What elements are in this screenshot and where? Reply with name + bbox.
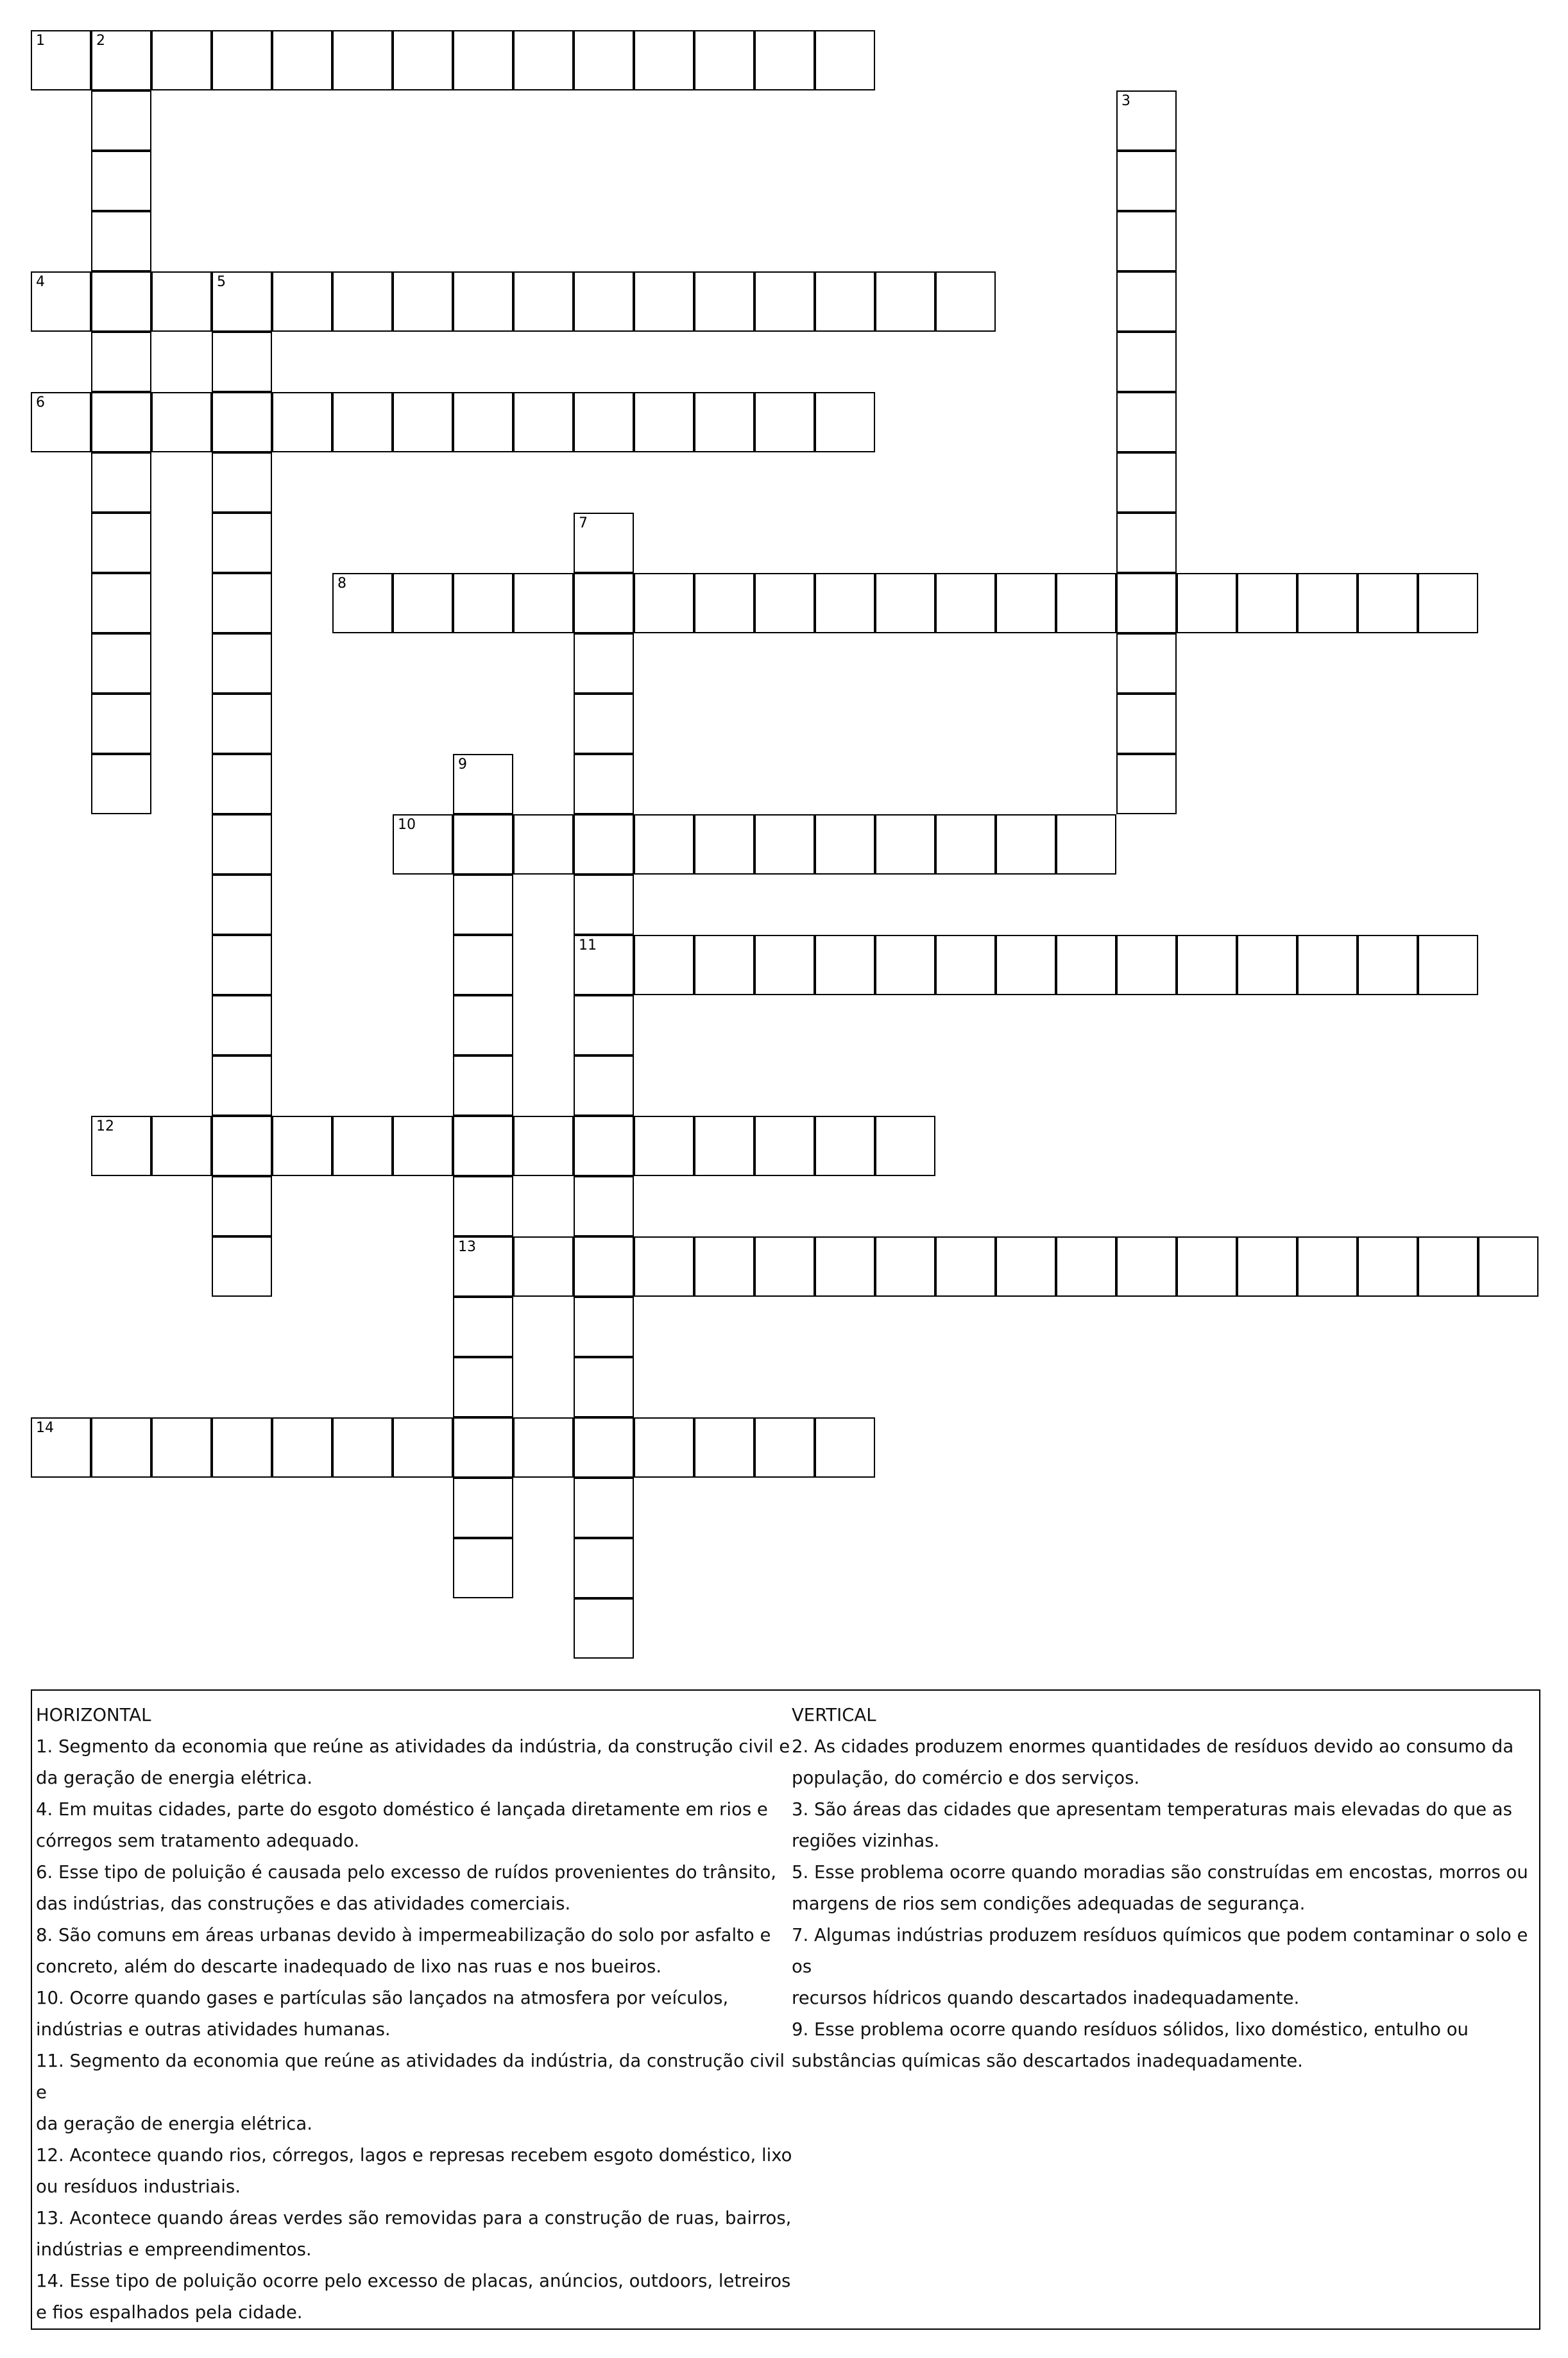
grid-cell[interactable] xyxy=(574,694,634,754)
grid-cell[interactable] xyxy=(1116,151,1177,211)
grid-cell[interactable] xyxy=(453,1055,513,1116)
grid-cell[interactable] xyxy=(91,271,151,332)
grid-cell[interactable] xyxy=(393,814,453,875)
grid-cell[interactable] xyxy=(151,392,212,452)
clue-line: população, do comércio e dos serviços. xyxy=(792,1768,1140,1788)
grid-cell[interactable] xyxy=(212,814,272,875)
clue-line: 11. Segmento da economia que reúne as atividades da indústria, da construção civil e xyxy=(36,2051,785,2103)
clue-line: 10. Ocorre quando gases e partículas são lançados na atmosfera por veículos, xyxy=(36,1988,729,2008)
grid-cell[interactable] xyxy=(212,573,272,633)
grid-cell[interactable] xyxy=(815,935,875,995)
grid-cell[interactable] xyxy=(996,814,1056,875)
clue-number: 12 xyxy=(96,1118,114,1134)
grid-cell[interactable] xyxy=(272,271,332,332)
grid-cell[interactable] xyxy=(212,1236,272,1297)
grid-cell[interactable] xyxy=(634,814,694,875)
grid-cell[interactable] xyxy=(1116,694,1177,754)
grid-cell[interactable] xyxy=(1358,935,1418,995)
grid-cell[interactable] xyxy=(754,1236,815,1297)
grid-cell[interactable] xyxy=(815,573,875,633)
grid-cell[interactable] xyxy=(212,935,272,995)
grid-cell[interactable] xyxy=(634,271,694,332)
grid-cell[interactable] xyxy=(513,573,574,633)
grid-cell[interactable] xyxy=(212,754,272,814)
clue-number: 10 xyxy=(398,817,416,833)
grid-cell[interactable] xyxy=(574,271,634,332)
grid-cell[interactable] xyxy=(1116,1236,1177,1297)
grid-cell[interactable] xyxy=(754,30,815,90)
grid-cell[interactable] xyxy=(332,573,393,633)
grid-cell[interactable] xyxy=(1116,332,1177,392)
grid-cell[interactable] xyxy=(212,633,272,694)
grid-cell[interactable] xyxy=(513,1417,574,1478)
grid-cell[interactable] xyxy=(332,271,393,332)
grid-cell[interactable] xyxy=(91,1417,151,1478)
grid-cell[interactable] xyxy=(634,935,694,995)
grid-cell[interactable] xyxy=(453,1176,513,1236)
grid-cell[interactable] xyxy=(31,30,91,90)
grid-cell[interactable] xyxy=(453,573,513,633)
grid-cell[interactable] xyxy=(453,1357,513,1417)
grid-cell[interactable] xyxy=(574,30,634,90)
grid-cell[interactable] xyxy=(393,392,453,452)
grid-cell[interactable] xyxy=(453,754,513,814)
grid-cell[interactable] xyxy=(393,30,453,90)
clue-number: 8 xyxy=(337,576,346,592)
grid-cell[interactable] xyxy=(574,754,634,814)
grid-cell[interactable] xyxy=(634,392,694,452)
grid-cell[interactable] xyxy=(574,392,634,452)
grid-cell[interactable] xyxy=(91,694,151,754)
grid-cell[interactable] xyxy=(634,573,694,633)
grid-cell[interactable] xyxy=(31,392,91,452)
grid-cell[interactable] xyxy=(212,513,272,573)
grid-cell[interactable] xyxy=(1177,1236,1237,1297)
grid-cell[interactable] xyxy=(1116,754,1177,814)
grid-cell[interactable] xyxy=(272,1417,332,1478)
grid-cell[interactable] xyxy=(91,151,151,211)
grid-cell[interactable] xyxy=(212,694,272,754)
grid-cell[interactable] xyxy=(453,392,513,452)
clue-line: 6. Esse tipo de poluição é causada pelo excesso de ruídos provenientes do trânsito, xyxy=(36,1862,777,1883)
grid-cell[interactable] xyxy=(393,1417,453,1478)
grid-cell[interactable] xyxy=(91,392,151,452)
grid-cell[interactable] xyxy=(694,573,754,633)
grid-cell[interactable] xyxy=(1116,935,1177,995)
grid-cell[interactable] xyxy=(1297,1236,1358,1297)
clue-line: regiões vizinhas. xyxy=(792,1831,940,1851)
grid-cell[interactable] xyxy=(574,1598,634,1659)
grid-cell[interactable] xyxy=(91,754,151,814)
grid-cell[interactable] xyxy=(453,814,513,875)
clue-number: 6 xyxy=(36,395,45,411)
grid-cell[interactable] xyxy=(453,1478,513,1538)
grid-cell[interactable] xyxy=(151,1116,212,1176)
grid-cell[interactable] xyxy=(1116,271,1177,332)
grid-cell[interactable] xyxy=(272,392,332,452)
grid-cell[interactable] xyxy=(212,392,272,452)
grid-cell[interactable] xyxy=(513,1116,574,1176)
grid-cell[interactable] xyxy=(574,513,634,573)
grid-cell[interactable] xyxy=(393,271,453,332)
clue-number: 5 xyxy=(217,274,226,290)
grid-cell[interactable] xyxy=(393,573,453,633)
grid-cell[interactable] xyxy=(91,513,151,573)
grid-cell[interactable] xyxy=(996,935,1056,995)
grid-cell[interactable] xyxy=(1056,814,1116,875)
grid-cell[interactable] xyxy=(694,935,754,995)
grid-cell[interactable] xyxy=(453,30,513,90)
grid-cell[interactable] xyxy=(935,1236,996,1297)
grid-cell[interactable] xyxy=(212,1417,272,1478)
grid-cell[interactable] xyxy=(31,1417,91,1478)
grid-cell[interactable] xyxy=(272,30,332,90)
grid-cell[interactable] xyxy=(1056,573,1116,633)
grid-cell[interactable] xyxy=(1177,573,1237,633)
grid-cell[interactable] xyxy=(1116,513,1177,573)
clue-line: 13. Acontece quando áreas verdes são removidas para a construção de ruas, bairros, xyxy=(36,2208,792,2228)
grid-cell[interactable] xyxy=(1418,1236,1478,1297)
clue-line: 2. As cidades produzem enormes quantidades de resíduos devido ao consumo da xyxy=(792,1736,1514,1757)
clue-line: recursos hídricos quando descartados inadequadamente. xyxy=(792,1988,1300,2008)
clue-line: 5. Esse problema ocorre quando moradias são construídas em encostas, morros ou xyxy=(792,1862,1528,1883)
grid-cell[interactable] xyxy=(212,1176,272,1236)
grid-cell[interactable] xyxy=(212,995,272,1055)
grid-cell[interactable] xyxy=(754,1116,815,1176)
grid-cell[interactable] xyxy=(513,814,574,875)
clue-number: 1 xyxy=(36,33,45,49)
clue-line: 3. São áreas das cidades que apresentam temperaturas mais elevadas do que as xyxy=(792,1799,1512,1820)
grid-cell[interactable] xyxy=(332,30,393,90)
grid-cell[interactable] xyxy=(574,935,634,995)
grid-cell[interactable] xyxy=(634,30,694,90)
grid-cell[interactable] xyxy=(453,935,513,995)
grid-cell[interactable] xyxy=(815,30,875,90)
grid-cell[interactable] xyxy=(453,1236,513,1297)
grid-cell[interactable] xyxy=(1418,935,1478,995)
grid-cell[interactable] xyxy=(393,1116,453,1176)
grid-cell[interactable] xyxy=(91,90,151,151)
grid-cell[interactable] xyxy=(754,1417,815,1478)
grid-cell[interactable] xyxy=(332,1116,393,1176)
grid-cell[interactable] xyxy=(574,1538,634,1598)
grid-cell[interactable] xyxy=(91,573,151,633)
grid-cell[interactable] xyxy=(694,392,754,452)
clue-line: ou resíduos industriais. xyxy=(36,2176,241,2197)
grid-cell[interactable] xyxy=(212,1055,272,1116)
clue-number: 11 xyxy=(579,937,597,953)
clues-box xyxy=(31,1689,1540,2330)
grid-cell[interactable] xyxy=(875,935,935,995)
grid-cell[interactable] xyxy=(694,814,754,875)
grid-cell[interactable] xyxy=(151,30,212,90)
clue-number: 14 xyxy=(36,1420,54,1436)
grid-cell[interactable] xyxy=(815,1417,875,1478)
grid-cell[interactable] xyxy=(875,1116,935,1176)
grid-cell[interactable] xyxy=(574,1357,634,1417)
grid-cell[interactable] xyxy=(574,1176,634,1236)
grid-cell[interactable] xyxy=(1237,573,1297,633)
grid-cell[interactable] xyxy=(1177,935,1237,995)
clue-line: 8. São comuns em áreas urbanas devido à impermeabilização do solo por asfalto e xyxy=(36,1925,771,1945)
grid-cell[interactable] xyxy=(574,995,634,1055)
grid-cell[interactable] xyxy=(212,30,272,90)
vertical-clues xyxy=(792,1700,1530,2077)
clue-line: substâncias químicas são descartados inadequadamente. xyxy=(792,2051,1303,2071)
grid-cell[interactable] xyxy=(1116,573,1177,633)
grid-cell[interactable] xyxy=(91,332,151,392)
clue-line: da geração de energia elétrica. xyxy=(36,1768,312,1788)
clue-line: margens de rios sem condições adequadas de segurança. xyxy=(792,1893,1306,1914)
grid-cell[interactable] xyxy=(453,271,513,332)
grid-cell[interactable] xyxy=(513,30,574,90)
grid-cell[interactable] xyxy=(935,935,996,995)
horizontal-clue-list xyxy=(36,1731,793,2328)
grid-cell[interactable] xyxy=(1116,452,1177,513)
clue-line: 4. Em muitas cidades, parte do esgoto doméstico é lançada diretamente em rios e xyxy=(36,1799,768,1820)
grid-cell[interactable] xyxy=(91,452,151,513)
grid-cell[interactable] xyxy=(754,814,815,875)
grid-cell[interactable] xyxy=(332,392,393,452)
clue-number: 9 xyxy=(458,756,467,773)
grid-cell[interactable] xyxy=(694,30,754,90)
grid-cell[interactable] xyxy=(694,271,754,332)
clue-line: da geração de energia elétrica. xyxy=(36,2114,312,2134)
grid-cell[interactable] xyxy=(1237,935,1297,995)
grid-cell[interactable] xyxy=(453,1297,513,1357)
grid-cell[interactable] xyxy=(875,573,935,633)
clue-line: concreto, além do descarte inadequado de lixo nas ruas e nos bueiros. xyxy=(36,1956,662,1977)
grid-cell[interactable] xyxy=(996,573,1056,633)
grid-cell[interactable] xyxy=(996,1236,1056,1297)
vertical-clue-list xyxy=(792,1731,1530,2077)
grid-cell[interactable] xyxy=(453,1417,513,1478)
grid-cell[interactable] xyxy=(1116,90,1177,151)
grid-cell[interactable] xyxy=(513,271,574,332)
grid-cell[interactable] xyxy=(574,1297,634,1357)
grid-cell[interactable] xyxy=(1478,1236,1538,1297)
grid-cell[interactable] xyxy=(574,814,634,875)
grid-cell[interactable] xyxy=(453,875,513,935)
clue-line: 12. Acontece quando rios, córregos, lagos e represas recebem esgoto doméstico, lixo xyxy=(36,2145,792,2166)
grid-cell[interactable] xyxy=(272,1116,332,1176)
grid-cell[interactable] xyxy=(513,1236,574,1297)
grid-cell[interactable] xyxy=(935,814,996,875)
grid-cell[interactable] xyxy=(574,1478,634,1538)
grid-cell[interactable] xyxy=(815,1116,875,1176)
clue-line: indústrias e empreendimentos. xyxy=(36,2239,312,2260)
grid-cell[interactable] xyxy=(1116,211,1177,271)
grid-cell[interactable] xyxy=(754,271,815,332)
clue-line: 14. Esse tipo de poluição ocorre pelo excesso de placas, anúncios, outdoors, letreiros xyxy=(36,2271,791,2291)
grid-cell[interactable] xyxy=(574,633,634,694)
grid-cell[interactable] xyxy=(574,573,634,633)
grid-cell[interactable] xyxy=(212,452,272,513)
grid-cell[interactable] xyxy=(1116,633,1177,694)
grid-cell[interactable] xyxy=(212,875,272,935)
grid-cell[interactable] xyxy=(815,271,875,332)
horizontal-clues xyxy=(36,1700,793,2328)
grid-cell[interactable] xyxy=(935,573,996,633)
horizontal-title: HORIZONTAL xyxy=(36,1705,151,1725)
grid-cell[interactable] xyxy=(1358,573,1418,633)
grid-cell[interactable] xyxy=(754,573,815,633)
grid-cell[interactable] xyxy=(453,995,513,1055)
clue-line: 9. Esse problema ocorre quando resíduos sólidos, lixo doméstico, entulho ou xyxy=(792,2019,1469,2040)
grid-cell[interactable] xyxy=(453,1116,513,1176)
grid-cell[interactable] xyxy=(875,814,935,875)
grid-cell[interactable] xyxy=(815,392,875,452)
grid-cell[interactable] xyxy=(91,1116,151,1176)
clue-line: 1. Segmento da economia que reúne as atividades da indústria, da construção civil e xyxy=(36,1736,790,1757)
grid-cell[interactable] xyxy=(91,211,151,271)
grid-cell[interactable] xyxy=(574,1116,634,1176)
grid-cell[interactable] xyxy=(694,1116,754,1176)
grid-cell[interactable] xyxy=(754,935,815,995)
clue-number: 2 xyxy=(96,33,105,49)
grid-cell[interactable] xyxy=(574,875,634,935)
grid-cell[interactable] xyxy=(574,1417,634,1478)
grid-cell[interactable] xyxy=(91,633,151,694)
grid-cell[interactable] xyxy=(1116,392,1177,452)
grid-cell[interactable] xyxy=(151,1417,212,1478)
clue-line: e fios espalhados pela cidade. xyxy=(36,2302,303,2323)
grid-cell[interactable] xyxy=(634,1116,694,1176)
clue-number: 13 xyxy=(458,1239,476,1255)
grid-cell[interactable] xyxy=(91,30,151,90)
grid-cell[interactable] xyxy=(31,271,91,332)
grid-cell[interactable] xyxy=(574,1055,634,1116)
grid-cell[interactable] xyxy=(1237,1236,1297,1297)
clue-line: indústrias e outras atividades humanas. xyxy=(36,2019,391,2040)
grid-cell[interactable] xyxy=(694,1236,754,1297)
grid-cell[interactable] xyxy=(212,1116,272,1176)
vertical-title: VERTICAL xyxy=(792,1705,876,1725)
grid-cell[interactable] xyxy=(212,271,272,332)
grid-cell[interactable] xyxy=(694,1417,754,1478)
clue-number: 3 xyxy=(1121,93,1130,109)
grid-cell[interactable] xyxy=(1056,1236,1116,1297)
grid-cell[interactable] xyxy=(634,1417,694,1478)
grid-cell[interactable] xyxy=(332,1417,393,1478)
grid-cell[interactable] xyxy=(815,1236,875,1297)
grid-cell[interactable] xyxy=(574,1236,634,1297)
grid-cell[interactable] xyxy=(212,332,272,392)
clue-number: 4 xyxy=(36,274,45,290)
grid-cell[interactable] xyxy=(935,271,996,332)
grid-cell[interactable] xyxy=(151,271,212,332)
grid-cell[interactable] xyxy=(875,271,935,332)
grid-cell[interactable] xyxy=(513,392,574,452)
clue-line: córregos sem tratamento adequado. xyxy=(36,1831,360,1851)
grid-cell[interactable] xyxy=(754,392,815,452)
grid-cell[interactable] xyxy=(1297,573,1358,633)
clue-line: das indústrias, das construções e das atividades comerciais. xyxy=(36,1893,571,1914)
grid-cell[interactable] xyxy=(634,1236,694,1297)
clue-number: 7 xyxy=(579,515,588,531)
grid-cell[interactable] xyxy=(1056,935,1116,995)
grid-cell[interactable] xyxy=(453,1538,513,1598)
grid-cell[interactable] xyxy=(815,814,875,875)
grid-cell[interactable] xyxy=(1358,1236,1418,1297)
grid-cell[interactable] xyxy=(1418,573,1478,633)
grid-cell[interactable] xyxy=(1297,935,1358,995)
clue-line: 7. Algumas indústrias produzem resíduos químicos que podem contaminar o solo e os xyxy=(792,1925,1528,1977)
grid-cell[interactable] xyxy=(875,1236,935,1297)
